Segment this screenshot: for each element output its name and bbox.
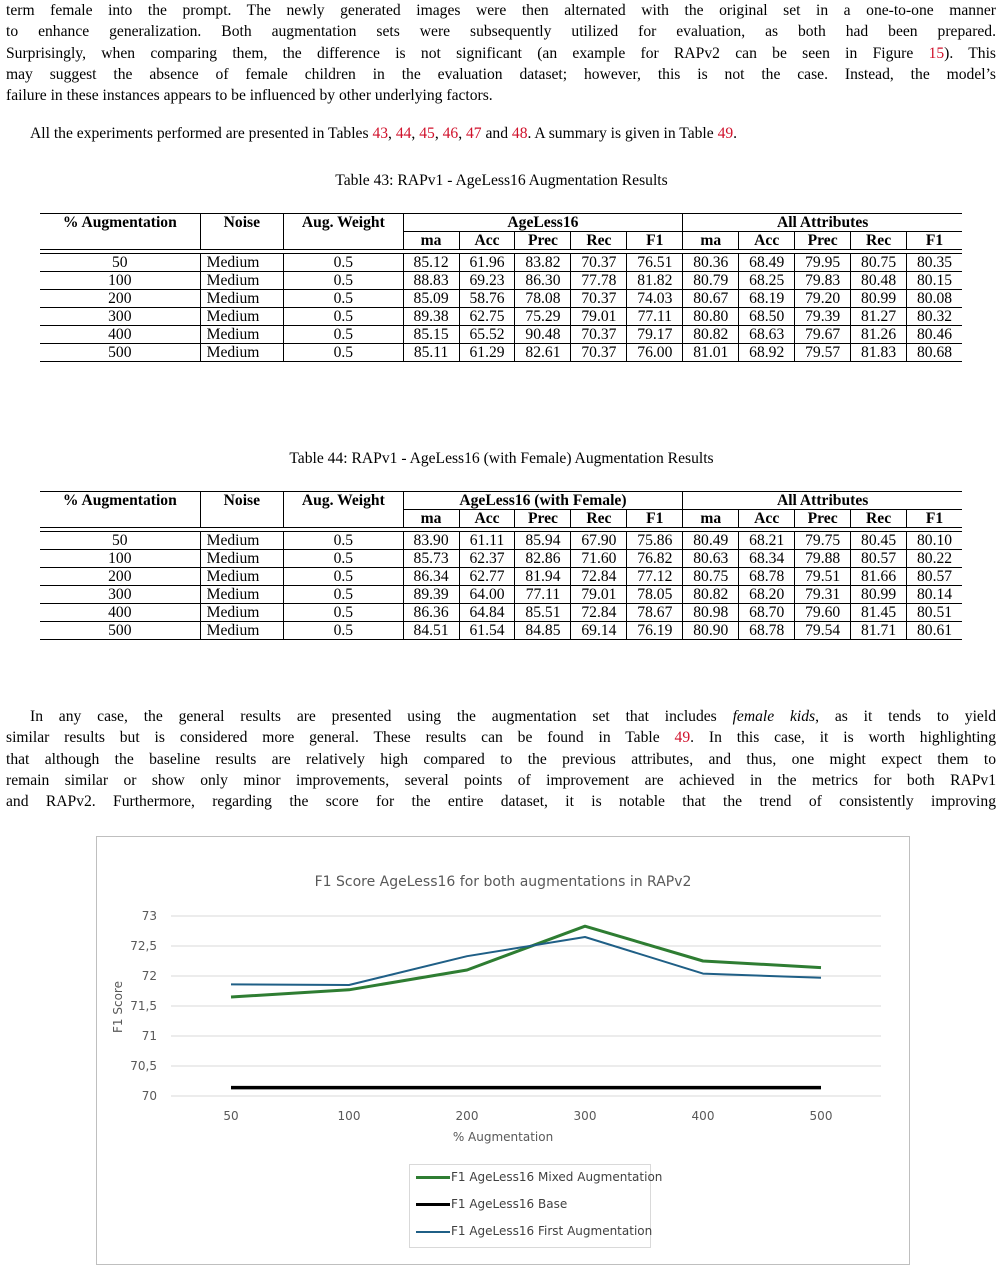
- table-cell: 80.82: [683, 326, 739, 344]
- table-cell: 82.86: [515, 550, 571, 568]
- table-cell: 68.63: [739, 326, 795, 344]
- table-cell: 68.92: [739, 344, 795, 362]
- table-cell: 80.61: [907, 622, 962, 640]
- table-cell: 90.48: [515, 326, 571, 344]
- table-cell: 85.09: [403, 290, 459, 308]
- table-cell: 79.20: [795, 290, 851, 308]
- legend-item-first: F1 AgeLess16 First Augmentation: [416, 1223, 652, 1239]
- table-cell: 69.23: [459, 272, 515, 290]
- table-cell: 68.50: [739, 308, 795, 326]
- sub-header: Acc: [739, 232, 795, 250]
- table-row: [40, 622, 962, 640]
- y-tick-label: 72: [141, 969, 157, 983]
- table-cell: 100: [40, 550, 200, 568]
- table-cell: 80.14: [907, 586, 962, 604]
- table-cell: 80.45: [851, 532, 907, 550]
- table-cell: 400: [40, 326, 200, 344]
- sub-header: Rec: [851, 232, 907, 250]
- table-cell: 86.36: [403, 604, 459, 622]
- table-44-caption: Table 44: RAPv1 - AgeLess16 (with Female) Augmentation Results: [289, 450, 714, 467]
- x-tick-label: 50: [223, 1109, 239, 1123]
- table-row: [40, 586, 962, 604]
- table-cell: Medium: [200, 308, 284, 326]
- table-cell: Medium: [200, 254, 284, 272]
- table-cell: 61.11: [459, 532, 515, 550]
- table-cell: 80.75: [683, 568, 739, 586]
- table-cell: 79.17: [627, 326, 683, 344]
- table-cell: 68.49: [739, 254, 795, 272]
- table-cell: 79.83: [795, 272, 851, 290]
- table-cell: 61.54: [459, 622, 515, 640]
- sub-header: F1: [907, 232, 962, 250]
- col-header-aug-weight: Aug. Weight: [284, 214, 404, 232]
- table-cell: 89.38: [403, 308, 459, 326]
- table-cell: 85.51: [515, 604, 571, 622]
- table-cell: 50: [40, 254, 200, 272]
- table-cell: 79.39: [795, 308, 851, 326]
- sub-header: F1: [627, 232, 683, 250]
- table-row: [40, 604, 962, 622]
- table-cell: 75.86: [627, 532, 683, 550]
- text-line: that although the baseline results are relatively high compared to the previous attributes, and thus, one might expect them to: [6, 750, 996, 768]
- text-line: Surprisingly, when comparing them, the difference is not significant (an example for RAPv2 can be seen in Figure 15). This: [6, 44, 996, 62]
- table-row: [40, 568, 962, 586]
- x-tick-label: 300: [573, 1109, 597, 1123]
- table-cell: 82.61: [515, 344, 571, 362]
- y-axis-title: F1 Score: [111, 981, 125, 1033]
- table-cell: 80.63: [683, 550, 739, 568]
- sub-header: Prec: [515, 510, 571, 528]
- table-cell: 64.00: [459, 586, 515, 604]
- sub-header: Rec: [851, 510, 907, 528]
- table-cell: 78.05: [627, 586, 683, 604]
- col-header-noise: Noise: [200, 492, 284, 510]
- table-row: [40, 290, 962, 308]
- table-cell: Medium: [200, 622, 284, 640]
- table-cell: 80.82: [683, 586, 739, 604]
- col-header-augmentation: % Augmentation: [40, 492, 200, 510]
- table-ref-link[interactable]: 48: [511, 125, 528, 142]
- table-cell: 86.34: [403, 568, 459, 586]
- sub-header: ma: [683, 510, 739, 528]
- table-cell: 80.51: [907, 604, 962, 622]
- table-cell: 76.51: [627, 254, 683, 272]
- group-header-all-attributes: All Attributes: [683, 492, 962, 510]
- table-cell: 81.27: [851, 308, 907, 326]
- table-cell: 72.84: [571, 568, 627, 586]
- y-tick-label: 70,5: [130, 1059, 157, 1073]
- table-ref-link[interactable]: 43: [372, 125, 389, 142]
- table-cell: 89.39: [403, 586, 459, 604]
- table-ref-link[interactable]: 47: [466, 125, 482, 142]
- table-cell: 0.5: [284, 344, 404, 362]
- table-cell: 68.34: [739, 550, 795, 568]
- table-cell: 86.30: [515, 272, 571, 290]
- table-cell: 77.78: [571, 272, 627, 290]
- table-cell: 0.5: [284, 550, 404, 568]
- y-tick-label: 71,5: [130, 999, 157, 1013]
- table-cell: 81.01: [683, 344, 739, 362]
- table-cell: 79.60: [795, 604, 851, 622]
- table-cell: 79.67: [795, 326, 851, 344]
- sub-header: Prec: [795, 232, 851, 250]
- table-cell: 64.84: [459, 604, 515, 622]
- table-cell: 85.94: [515, 532, 571, 550]
- table-cell: 0.5: [284, 532, 404, 550]
- results-paragraph: In any case, the general results are presented using the augmentation set that includes female kids, as it tends to yield similar results but is considered more general. These results can be found in Table 49. In this case, it is worth highlighting that although the baseline results are relatively high compared to the previous attributes, and thus, one might expect them to remain similar or show only minor improvements, several points of improvement are achieved in the metrics for both RAPv1 and RAPv2. Furthermore, regarding the score for the entire dataset, it is notable that the trend of consistently improving: [6, 706, 996, 812]
- table-cell: 74.03: [627, 290, 683, 308]
- table-cell: 300: [40, 586, 200, 604]
- table-row: [40, 308, 962, 326]
- table-cell: 300: [40, 308, 200, 326]
- table-cell: 80.08: [907, 290, 962, 308]
- group-header-all-attributes: All Attributes: [683, 214, 962, 232]
- x-tick-label: 100: [337, 1109, 361, 1123]
- chart-title: F1 Score AgeLess16 for both augmentations in RAPv2: [314, 874, 692, 890]
- table-cell: 79.95: [795, 254, 851, 272]
- table-cell: 400: [40, 604, 200, 622]
- table-cell: 81.83: [851, 344, 907, 362]
- table-cell: 0.5: [284, 254, 404, 272]
- col-header-aug-weight: Aug. Weight: [284, 492, 404, 510]
- legend-item-base: F1 AgeLess16 Base: [416, 1196, 567, 1212]
- table-cell: 100: [40, 272, 200, 290]
- table-row: [40, 344, 962, 362]
- table-cell: 80.15: [907, 272, 962, 290]
- table-cell: 81.45: [851, 604, 907, 622]
- table-ref-link[interactable]: 49: [717, 125, 734, 142]
- table-cell: 68.21: [739, 532, 795, 550]
- table-cell: 200: [40, 290, 200, 308]
- table-ref-link[interactable]: 49: [674, 729, 691, 747]
- sub-header: F1: [627, 510, 683, 528]
- sub-header: Rec: [571, 510, 627, 528]
- table-cell: 68.19: [739, 290, 795, 308]
- table-row: [40, 532, 962, 550]
- table-cell: 79.01: [571, 308, 627, 326]
- table-cell: 79.31: [795, 586, 851, 604]
- table-cell: Medium: [200, 568, 284, 586]
- table-cell: Medium: [200, 326, 284, 344]
- table-43-body: [40, 254, 962, 362]
- table-cell: 68.78: [739, 568, 795, 586]
- table-row: [40, 550, 962, 568]
- table-cell: 85.11: [403, 344, 459, 362]
- table-cell: 65.52: [459, 326, 515, 344]
- table-cell: 80.46: [907, 326, 962, 344]
- sub-header: F1: [907, 510, 962, 528]
- table-cell: 70.37: [571, 326, 627, 344]
- table-cell: 80.98: [683, 604, 739, 622]
- table-cell: 79.01: [571, 586, 627, 604]
- table-cell: 75.29: [515, 308, 571, 326]
- series-line: [231, 937, 821, 985]
- table-cell: 0.5: [284, 568, 404, 586]
- text-line: may suggest the absence of female children in the evaluation dataset; however, this is not the case. Instead, the model’s: [6, 65, 996, 83]
- sub-header: Acc: [459, 510, 515, 528]
- table-44-body: [40, 532, 962, 640]
- table-cell: 83.90: [403, 532, 459, 550]
- figure-ref-link[interactable]: 15: [928, 44, 945, 62]
- table-cell: 78.67: [627, 604, 683, 622]
- text-line: term female into the prompt. The newly generated images were then alternated with the original set in a one-to-one manner: [6, 2, 996, 19]
- table-cell: 85.73: [403, 550, 459, 568]
- table-cell: 0.5: [284, 308, 404, 326]
- table-cell: 76.00: [627, 344, 683, 362]
- table-cell: 61.29: [459, 344, 515, 362]
- table-cell: 80.10: [907, 532, 962, 550]
- table-cell: 80.36: [683, 254, 739, 272]
- table-cell: 84.85: [515, 622, 571, 640]
- table-cell: 50: [40, 532, 200, 550]
- table-cell: 80.48: [851, 272, 907, 290]
- table-cell: 0.5: [284, 604, 404, 622]
- table-cell: 76.19: [627, 622, 683, 640]
- table-cell: 70.37: [571, 254, 627, 272]
- table-ref-link[interactable]: 46: [442, 125, 459, 142]
- table-cell: 85.15: [403, 326, 459, 344]
- table-cell: 77.11: [627, 308, 683, 326]
- table-cell: 68.78: [739, 622, 795, 640]
- table-cell: 72.84: [571, 604, 627, 622]
- sub-header: ma: [403, 232, 459, 250]
- table-cell: 500: [40, 344, 200, 362]
- table-cell: Medium: [200, 604, 284, 622]
- table-cell: 200: [40, 568, 200, 586]
- text-line: to enhance generalization. Both augmentation sets were subsequently utilized for evaluation, as both had been prepared.: [6, 23, 996, 41]
- table-cell: 80.75: [851, 254, 907, 272]
- tables-paragraph: All the experiments performed are presented in Tables 43, 44, 45, 46, 47 and 48. A summary is given in Table 49.: [30, 125, 738, 142]
- sub-header: Prec: [795, 510, 851, 528]
- table-row: [40, 254, 962, 272]
- sub-header: Acc: [739, 510, 795, 528]
- table-row: [40, 272, 962, 290]
- y-tick-label: 70: [141, 1089, 157, 1103]
- table-cell: 80.80: [683, 308, 739, 326]
- table-cell: 70.37: [571, 344, 627, 362]
- table-cell: Medium: [200, 344, 284, 362]
- y-tick-label: 73: [141, 909, 157, 923]
- table-cell: 80.79: [683, 272, 739, 290]
- table-cell: 80.90: [683, 622, 739, 640]
- table-cell: 80.57: [907, 568, 962, 586]
- table-43: [40, 213, 962, 362]
- table-cell: 88.83: [403, 272, 459, 290]
- table-cell: 80.67: [683, 290, 739, 308]
- x-tick-label: 200: [455, 1109, 479, 1123]
- table-row: [40, 326, 962, 344]
- table-cell: 79.54: [795, 622, 851, 640]
- table-cell: 81.71: [851, 622, 907, 640]
- text-line: failure in these instances appears to be influenced by other underlying factors.: [6, 87, 493, 105]
- table-cell: Medium: [200, 272, 284, 290]
- group-header-ageless16: AgeLess16: [403, 214, 683, 232]
- table-cell: 80.99: [851, 586, 907, 604]
- table-cell: 0.5: [284, 586, 404, 604]
- table-cell: 67.90: [571, 532, 627, 550]
- chart-legend: [409, 1164, 663, 1248]
- table-cell: 68.20: [739, 586, 795, 604]
- table-cell: 0.5: [284, 622, 404, 640]
- table-cell: 81.26: [851, 326, 907, 344]
- table-cell: 77.12: [627, 568, 683, 586]
- legend-item-mixed: F1 AgeLess16 Mixed Augmentation: [416, 1169, 662, 1185]
- table-cell: 84.51: [403, 622, 459, 640]
- table-cell: Medium: [200, 586, 284, 604]
- table-cell: 81.94: [515, 568, 571, 586]
- table-cell: 83.82: [515, 254, 571, 272]
- table-cell: 80.68: [907, 344, 962, 362]
- table-cell: Medium: [200, 290, 284, 308]
- intro-paragraph: [6, 0, 996, 106]
- table-cell: 58.76: [459, 290, 515, 308]
- table-cell: 80.57: [851, 550, 907, 568]
- table-cell: 69.14: [571, 622, 627, 640]
- table-cell: 62.75: [459, 308, 515, 326]
- table-cell: 62.37: [459, 550, 515, 568]
- sub-header: Acc: [459, 232, 515, 250]
- table-cell: 77.11: [515, 586, 571, 604]
- table-cell: 79.75: [795, 532, 851, 550]
- table-ref-link[interactable]: 45: [419, 125, 435, 142]
- table-cell: 85.12: [403, 254, 459, 272]
- table-cell: 80.99: [851, 290, 907, 308]
- table-cell: 68.70: [739, 604, 795, 622]
- x-axis-title: % Augmentation: [452, 1130, 554, 1144]
- table-cell: 78.08: [515, 290, 571, 308]
- table-cell: 81.82: [627, 272, 683, 290]
- sub-header: Rec: [571, 232, 627, 250]
- table-cell: 80.22: [907, 550, 962, 568]
- text-line: and RAPv2. Furthermore, regarding the score for the entire dataset, it is notable that the trend of consistently improving: [6, 793, 996, 811]
- table-cell: 81.66: [851, 568, 907, 586]
- x-tick-label: 400: [691, 1109, 715, 1123]
- sub-header: ma: [683, 232, 739, 250]
- table-cell: 68.25: [739, 272, 795, 290]
- table-ref-link[interactable]: 44: [395, 125, 412, 142]
- col-header-noise: Noise: [200, 214, 284, 232]
- sub-header: Prec: [515, 232, 571, 250]
- f1-line-chart: [96, 836, 910, 1265]
- table-cell: 70.37: [571, 290, 627, 308]
- table-cell: 80.32: [907, 308, 962, 326]
- text-line: remain similar or show only minor improvements, several points of improvement are achieved in the metrics for both RAPv1: [6, 771, 996, 789]
- table-cell: 71.60: [571, 550, 627, 568]
- group-header-ageless16-female: AgeLess16 (with Female): [403, 492, 683, 510]
- table-cell: 0.5: [284, 290, 404, 308]
- y-tick-label: 72,5: [130, 939, 157, 953]
- x-tick-label: 500: [809, 1109, 833, 1123]
- table-cell: 80.35: [907, 254, 962, 272]
- table-cell: 80.49: [683, 532, 739, 550]
- table-cell: 500: [40, 622, 200, 640]
- series-line: [231, 926, 821, 997]
- table-cell: 79.57: [795, 344, 851, 362]
- table-44: [40, 491, 962, 640]
- table-cell: 0.5: [284, 272, 404, 290]
- table-43-caption: Table 43: RAPv1 - AgeLess16 Augmentation Results: [335, 172, 668, 189]
- table-cell: Medium: [200, 532, 284, 550]
- table-cell: 79.88: [795, 550, 851, 568]
- col-header-augmentation: % Augmentation: [40, 214, 200, 232]
- table-cell: 61.96: [459, 254, 515, 272]
- y-tick-label: 71: [141, 1029, 157, 1043]
- table-cell: 76.82: [627, 550, 683, 568]
- table-cell: 62.77: [459, 568, 515, 586]
- table-cell: 79.51: [795, 568, 851, 586]
- sub-header: ma: [403, 510, 459, 528]
- table-cell: Medium: [200, 550, 284, 568]
- table-cell: 0.5: [284, 326, 404, 344]
